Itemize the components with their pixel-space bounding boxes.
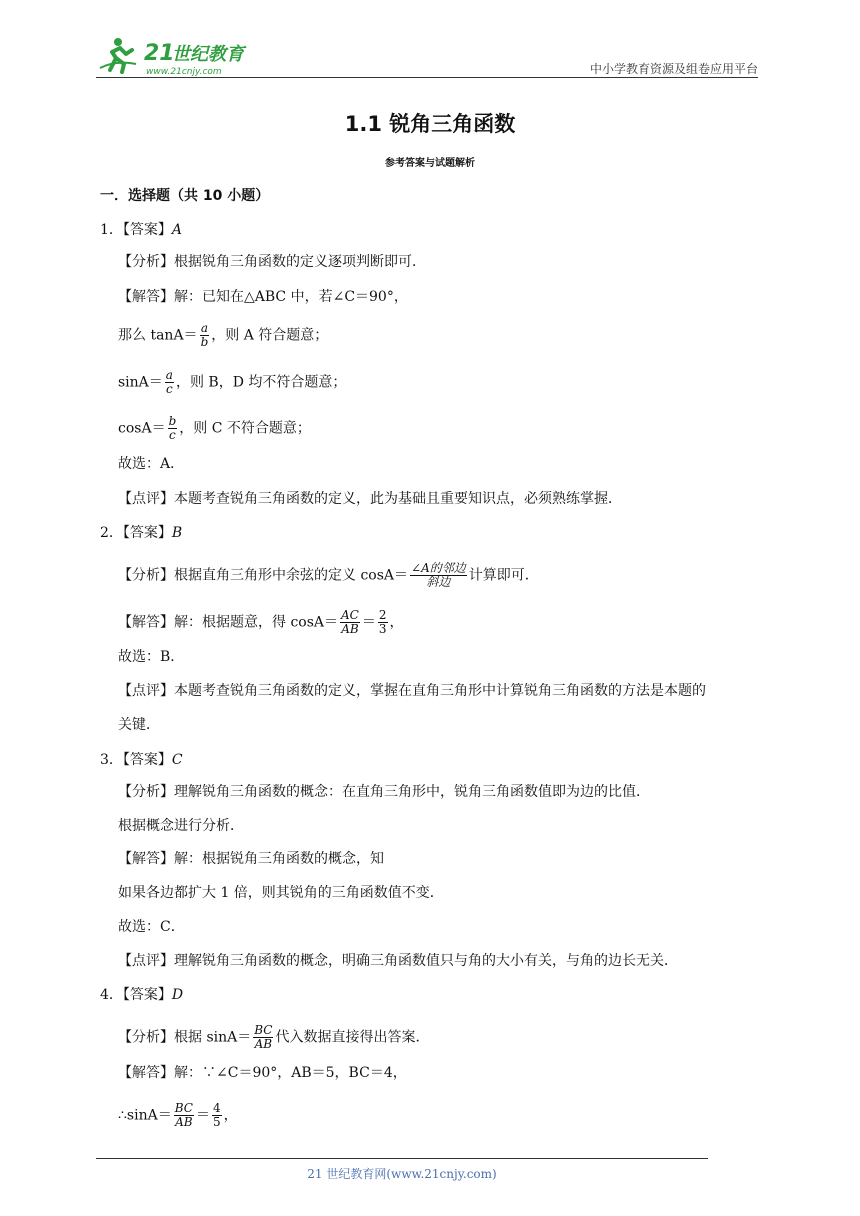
- q3-answer-tag: 【答案】: [122, 752, 172, 768]
- q4-analysis-fraction-num: BC: [254, 1023, 273, 1037]
- q1-step-1: [118, 322, 328, 349]
- q2-solution-fraction-2: [378, 609, 388, 636]
- q3-number: 3．: [100, 752, 123, 768]
- q1-fraction-3-num: b: [168, 414, 177, 428]
- q4-analysis-post: 代入数据直接得出答案．: [275, 1029, 430, 1046]
- q2-solution-fraction-2-num: 2: [378, 608, 387, 622]
- q4-step-1-post: ，: [223, 1107, 238, 1124]
- q1-step-3-pre: cosA＝: [118, 420, 166, 437]
- page-title: 1.1 锐角三角函数: [344, 112, 516, 136]
- q4-answer: D: [171, 987, 184, 1003]
- header-rule: [96, 77, 758, 78]
- q1-step-2-pre: sinA＝: [118, 374, 163, 391]
- q1-step-3-post: ，则 C 不符合题意；: [179, 420, 311, 437]
- q2-solution-fraction-1-num: AC: [341, 608, 359, 622]
- svg-text:21: 21: [144, 41, 175, 66]
- q1-step-1-pre: 那么 tanA＝: [118, 327, 198, 344]
- q3-solution-1: 【解答】解：根据锐角三角函数的概念，知: [118, 851, 384, 867]
- q2-solution-fraction-1: [340, 609, 360, 636]
- q4-step-1-equals: ＝: [195, 1107, 210, 1124]
- q4-answer-line: [100, 985, 183, 1005]
- q2-analysis-fraction: [410, 562, 467, 589]
- q4-fraction-1-den: AB: [175, 1115, 193, 1129]
- q2-solution-pre: 【解答】解：根据题意，得 cosA＝: [118, 614, 339, 631]
- q2-number: 2．: [100, 525, 123, 541]
- q4-analysis-fraction: [253, 1024, 273, 1051]
- q4-step-1: [118, 1102, 238, 1129]
- q3-analysis-1: 【分析】理解锐角三角函数的概念：在直角三角形中，锐角三角函数值即为边的比值．: [118, 784, 650, 800]
- q3-solution-2: 如果各边都扩大 1 倍，则其锐角的三角函数值不变．: [118, 885, 444, 901]
- q4-number: 4．: [100, 987, 123, 1003]
- q2-solution-fraction-2-den: 3: [378, 622, 387, 636]
- q1-step-2: [118, 369, 346, 396]
- q1-solution: 【解答】解：已知在△ABC 中，若∠C＝90°，: [118, 289, 408, 305]
- logo: [96, 30, 266, 80]
- q1-fraction-2-den: c: [166, 382, 173, 396]
- q3-choice: 故选：C．: [118, 919, 185, 935]
- q2-solution-fraction-1-den: AB: [341, 622, 359, 636]
- q2-solution: [118, 609, 404, 636]
- q4-answer-tag: 【答案】: [122, 987, 172, 1003]
- q2-analysis-fraction-den: 斜边: [426, 575, 451, 589]
- q2-answer-line: [100, 523, 182, 543]
- q2-analysis-fraction-num: ∠A的邻边: [411, 561, 466, 575]
- svg-text:世纪教育: 世纪教育: [172, 44, 244, 65]
- q2-analysis-pre: 【分析】根据直角三角形中余弦的定义 cosA＝: [118, 567, 409, 584]
- q1-step-2-post: ，则 B，D 均不符合题意；: [175, 374, 347, 391]
- q4-fraction-2-num: 4: [212, 1101, 221, 1115]
- q1-fraction-1: [200, 322, 210, 349]
- q4-fraction-2-den: 5: [212, 1115, 221, 1129]
- q4-step-1-pre: ∴sinA＝: [118, 1107, 172, 1124]
- q1-step-1-post: ，则 A 符合题意；: [211, 327, 329, 344]
- q4-fraction-2: [212, 1102, 222, 1129]
- q1-comment: 【点评】本题考查锐角三角函数的定义，此为基础且重要知识点，必须熟练掌握．: [118, 491, 622, 507]
- page-header: [96, 30, 758, 80]
- page-footer[interactable]: 21 世纪教育网(www.21cnjy.com): [307, 1167, 497, 1181]
- q1-fraction-2-num: a: [165, 368, 173, 382]
- q1-fraction-3: [168, 415, 178, 442]
- q2-solution-post: ，: [389, 614, 404, 631]
- q1-fraction-1-num: a: [200, 321, 208, 335]
- q1-fraction-2: [165, 369, 174, 396]
- q1-analysis: 【分析】根据锐角三角函数的定义逐项判断即可．: [118, 254, 426, 270]
- q1-choice: 故选：A．: [118, 456, 185, 472]
- q1-step-3: [118, 415, 311, 442]
- section-heading: 一．选择题（共 10 小题）: [100, 188, 270, 204]
- page-subtitle: 参考答案与试题解析: [385, 158, 475, 169]
- svg-text:www.21cnjy.com: www.21cnjy.com: [146, 67, 222, 77]
- q1-answer-line: [100, 220, 182, 240]
- q3-analysis-2: 根据概念进行分析．: [118, 818, 244, 834]
- q4-fraction-1: [174, 1102, 194, 1129]
- q1-answer-tag: 【答案】: [122, 222, 172, 238]
- q2-answer: B: [171, 525, 183, 541]
- q4-solution: 【解答】解：∵∠C＝90°，AB＝5，BC＝4，: [118, 1065, 407, 1081]
- q3-comment: 【点评】理解锐角三角函数的概念，明确三角函数值只与角的大小有关，与角的边长无关．: [118, 953, 678, 969]
- q2-answer-tag: 【答案】: [122, 525, 172, 541]
- q4-analysis-fraction-den: AB: [254, 1037, 273, 1051]
- q3-answer-line: [100, 750, 183, 770]
- q4-analysis-pre: 【分析】根据 sinA＝: [118, 1029, 252, 1046]
- q2-comment-2: 关键．: [118, 717, 160, 733]
- q4-analysis: [118, 1024, 429, 1051]
- q2-analysis: [118, 562, 539, 589]
- platform-name: 中小学教育资源及组卷应用平台: [589, 62, 758, 76]
- footer-rule: [96, 1158, 708, 1159]
- q1-number: 1．: [100, 222, 123, 238]
- q1-answer: A: [171, 222, 183, 238]
- q1-fraction-3-den: c: [169, 428, 176, 442]
- q2-comment-1: 【点评】本题考查锐角三角函数的定义，掌握在直角三角形中计算锐角三角函数的方法是本题的: [118, 683, 706, 699]
- q1-fraction-1-den: b: [200, 335, 209, 349]
- q3-answer: C: [171, 752, 183, 768]
- q2-solution-equals: ＝: [361, 614, 376, 631]
- q2-analysis-post: 计算即可．: [468, 567, 539, 584]
- logo-graphic: [96, 30, 266, 80]
- q4-fraction-1-num: BC: [174, 1101, 193, 1115]
- q2-choice: 故选：B．: [118, 649, 185, 665]
